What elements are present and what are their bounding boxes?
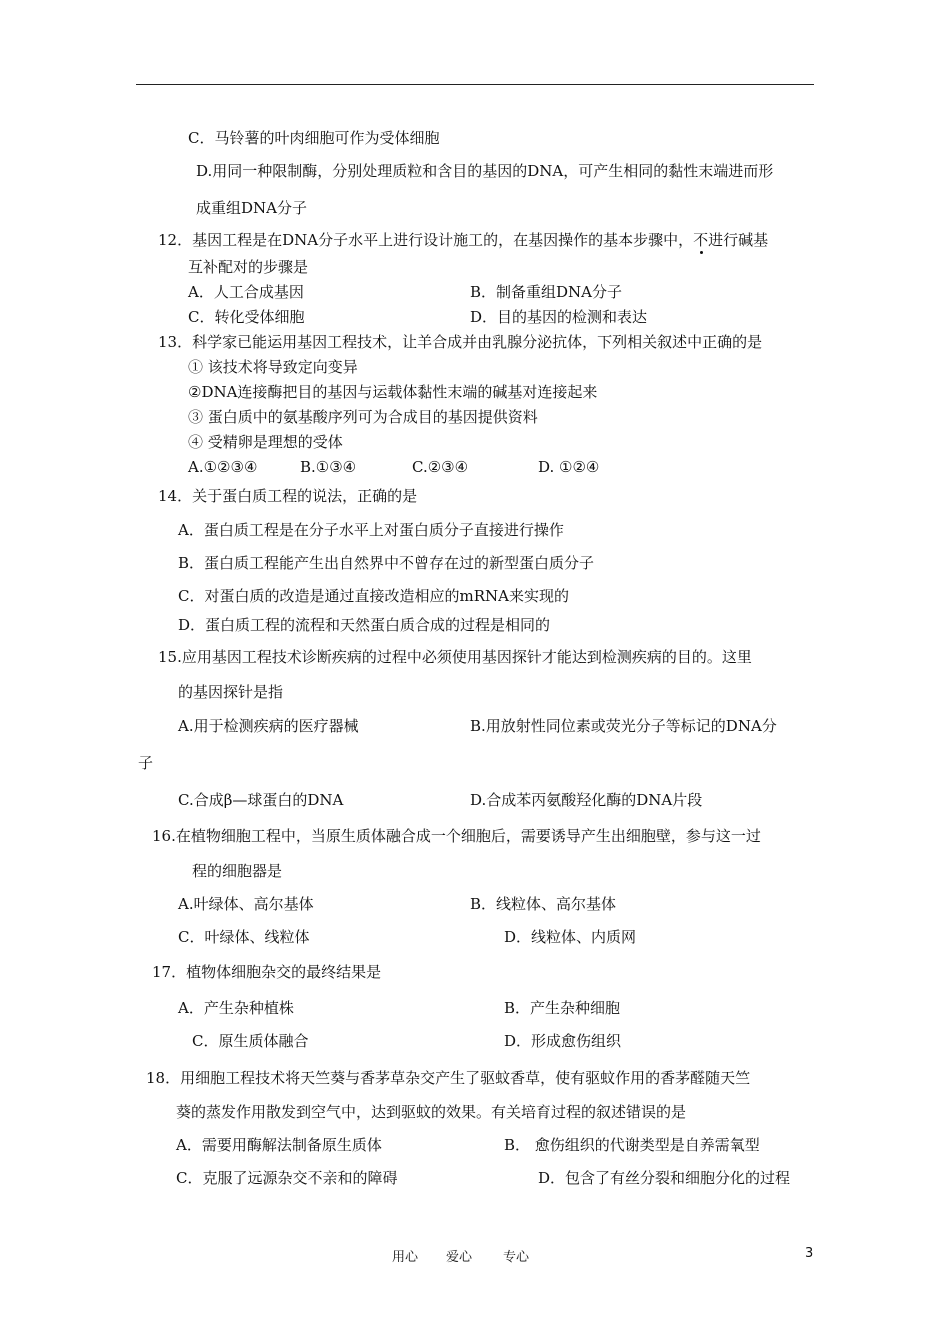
q15-option-c: C.合成β—球蛋白的DNA: [178, 791, 344, 809]
q13-option-b: B.①③④: [300, 458, 357, 476]
q12-option-d: D．目的基因的检测和表达: [470, 308, 648, 326]
q15-stem-cont: 的基因探针是指: [178, 683, 284, 701]
q11-option-d-cont: 成重组DNA分子: [196, 199, 307, 217]
q13-statement-3: ③ 蛋白质中的氨基酸序列可为合成目的基因提供资料: [188, 408, 538, 426]
q12-stem: 12．基因工程是在DNA分子水平上进行设计施工的，在基因操作的基本步骤中，不进行碱基: [158, 231, 769, 249]
q15-option-a: A.用于检测疾病的医疗器械: [178, 717, 359, 735]
q13-stem: 13．科学家已能运用基因工程技术，让羊合成并由乳腺分泌抗体，下列相关叙述中正确的是: [158, 333, 763, 351]
q16-option-c: C．叶绿体、线粒体: [178, 928, 310, 946]
q12-option-c: C．转化受体细胞: [188, 308, 305, 326]
footer-text-3: 专心: [503, 1250, 530, 1265]
q18-option-b: B． 愈伤组织的代谢类型是自养需氧型: [504, 1136, 760, 1154]
q16-stem-cont: 程的细胞器是: [192, 862, 283, 880]
q16-stem: 16.在植物细胞工程中，当原生质体融合成一个细胞后，需要诱导产生出细胞壁，参与这一过: [152, 827, 761, 845]
q13-statement-4: ④ 受精卵是理想的受体: [188, 433, 343, 451]
q14-option-b: B．蛋白质工程能产生出自然界中不曾存在过的新型蛋白质分子: [178, 554, 595, 572]
page-number: 3: [805, 1246, 814, 1261]
q12-option-a: A．人工合成基因: [188, 283, 304, 301]
q12-stem-cont: 互补配对的步骤是: [188, 258, 309, 276]
q13-statement-2: ②DNA连接酶把目的基因与运载体黏性末端的碱基对连接起来: [188, 383, 598, 401]
footer-text-1: 用心: [392, 1250, 419, 1265]
q17-option-c: C．原生质体融合: [192, 1032, 309, 1050]
q17-option-b: B．产生杂种细胞: [504, 999, 621, 1017]
q15-option-b: B.用放射性同位素或荧光分子等标记的DNA分: [470, 717, 777, 735]
q14-stem: 14．关于蛋白质工程的说法，正确的是: [158, 487, 418, 505]
header-rule: [136, 84, 814, 85]
q13-option-d: D. ①②④: [538, 458, 600, 476]
q17-option-d: D．形成愈伤组织: [504, 1032, 622, 1050]
q14-option-c: C．对蛋白质的改造是通过直接改造相应的mRNA来实现的: [178, 587, 569, 605]
q14-option-a: A．蛋白质工程是在分子水平上对蛋白质分子直接进行操作: [178, 521, 564, 539]
q15-option-b-cont: 子: [138, 754, 154, 772]
q18-stem: 18．用细胞工程技术将天竺葵与香茅草杂交产生了驱蚊香草，使有驱蚊作用的香茅醛随天竺: [146, 1069, 751, 1087]
q18-option-c: C．克服了远源杂交不亲和的障碍: [176, 1169, 398, 1187]
footer-text-2: 爱心: [446, 1250, 473, 1265]
q13-option-a: A.①②③④: [188, 458, 258, 476]
q16-option-d: D．线粒体、内质网: [504, 928, 637, 946]
q18-option-d: D．包含了有丝分裂和细胞分化的过程: [538, 1169, 791, 1187]
q18-stem-cont: 葵的蒸发作用散发到空气中，达到驱蚊的效果。有关培育过程的叙述错误的是: [176, 1103, 687, 1121]
q13-statement-1: ① 该技术将导致定向变异: [188, 358, 358, 376]
q12-emphasis-dot: 不: [693, 231, 709, 249]
q17-option-a: A．产生杂种植株: [178, 999, 294, 1017]
q17-stem: 17．植物体细胞杂交的最终结果是: [152, 963, 382, 981]
q16-option-b: B．线粒体、高尔基体: [470, 895, 617, 913]
q13-option-c: C.②③④: [412, 458, 469, 476]
q12-option-b: B．制备重组DNA分子: [470, 283, 623, 301]
q15-option-d: D.合成苯丙氨酸羟化酶的DNA片段: [470, 791, 703, 809]
q14-option-d: D．蛋白质工程的流程和天然蛋白质合成的过程是相同的: [178, 616, 551, 634]
q11-option-d: D.用同一种限制酶，分别处理质粒和含目的基因的DNA，可产生相同的黏性末端进而形: [196, 162, 774, 180]
q18-option-a: A．需要用酶解法制备原生质体: [176, 1136, 382, 1154]
q15-stem: 15.应用基因工程技术诊断疾病的过程中必须使用基因探针才能达到检测疾病的目的。这里: [158, 648, 752, 666]
q11-option-c: C．马铃薯的叶肉细胞可作为受体细胞: [188, 129, 440, 147]
q16-option-a: A.叶绿体、高尔基体: [178, 895, 314, 913]
